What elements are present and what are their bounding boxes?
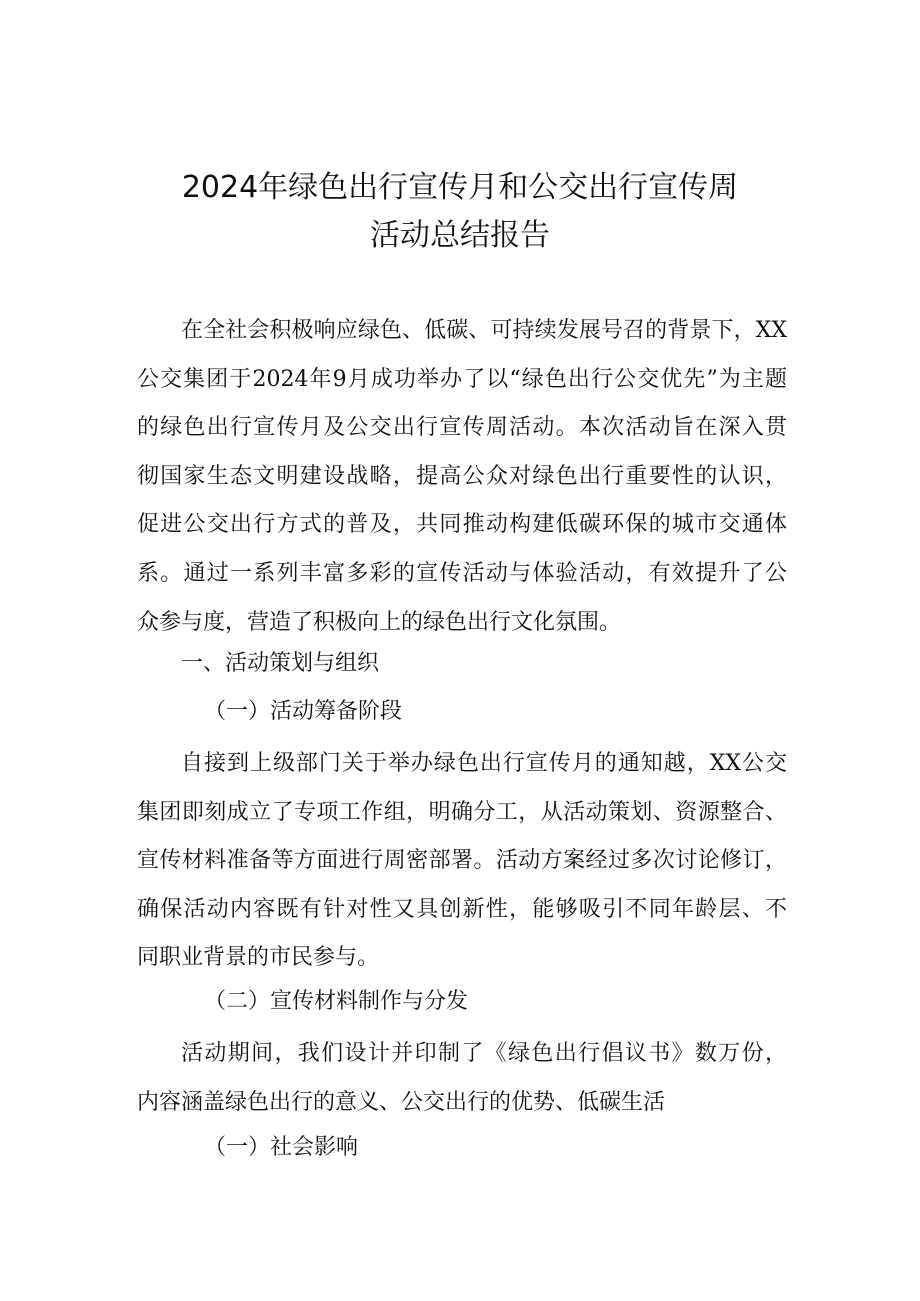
paragraph-line: 彻国家生态文明建设战略，提高公众对绿色出行重要性的认识， <box>137 463 787 489</box>
subsection-heading: （一）社会影响 <box>204 1135 359 1160</box>
section-heading: 一、活动策划与组织 <box>181 651 380 676</box>
subsection-heading: （二）宣传材料制作与分发 <box>204 989 469 1014</box>
paragraph-line: 促进公交出行方式的普及，共同推动构建低碳环保的城市交通体 <box>137 512 787 538</box>
paragraph-line: 系。通过一系列丰富多彩的宣传活动与体验活动，有效提升了公 <box>137 560 787 586</box>
paragraph-line: 同职业背景的市民参与。 <box>137 945 380 971</box>
paragraph-line: 在全社会积极响应绿色、低碳、可持续发展号召的背景下，XX <box>181 318 787 343</box>
subsection-heading: （一）活动筹备阶段 <box>204 699 403 724</box>
paragraph-line: 内容涵盖绿色出行的意义、公交出行的优势、低碳生活 <box>137 1089 666 1115</box>
intro-paragraph <box>137 307 787 647</box>
document-title-line-1: 2024年绿色出行宣传月和公交出行宣传周 <box>181 170 739 205</box>
paragraph-line: 活动期间，我们设计并印制了《绿色出行倡议书》数万份， <box>181 1041 787 1066</box>
paragraph-line: 自接到上级部门关于举办绿色出行宣传月的通知越，XX公交 <box>181 751 787 776</box>
paragraph-line: 确保活动内容既有针对性又具创新性，能够吸引不同年龄层、不 <box>137 896 787 922</box>
materials-paragraph <box>137 1030 787 1127</box>
paragraph-line: 众参与度，营造了积极向上的绿色出行文化氛围。 <box>137 609 622 635</box>
paragraph-line: 集团即刻成立了专项工作组，明确分工，从活动策划、资源整合、 <box>137 799 787 825</box>
preparation-paragraph <box>137 740 787 983</box>
paragraph-line: 的绿色出行宣传月及公交出行宣传周活动。本次活动旨在深入贯 <box>137 415 787 441</box>
paragraph-line: 宣传材料准备等方面进行周密部署。活动方案经过多次讨论修订， <box>137 848 787 874</box>
paragraph-line: 公交集团于2024年9月成功举办了以“绿色出行公交优先”为主题 <box>137 366 787 392</box>
document-title-line-2: 活动总结报告 <box>370 218 550 253</box>
